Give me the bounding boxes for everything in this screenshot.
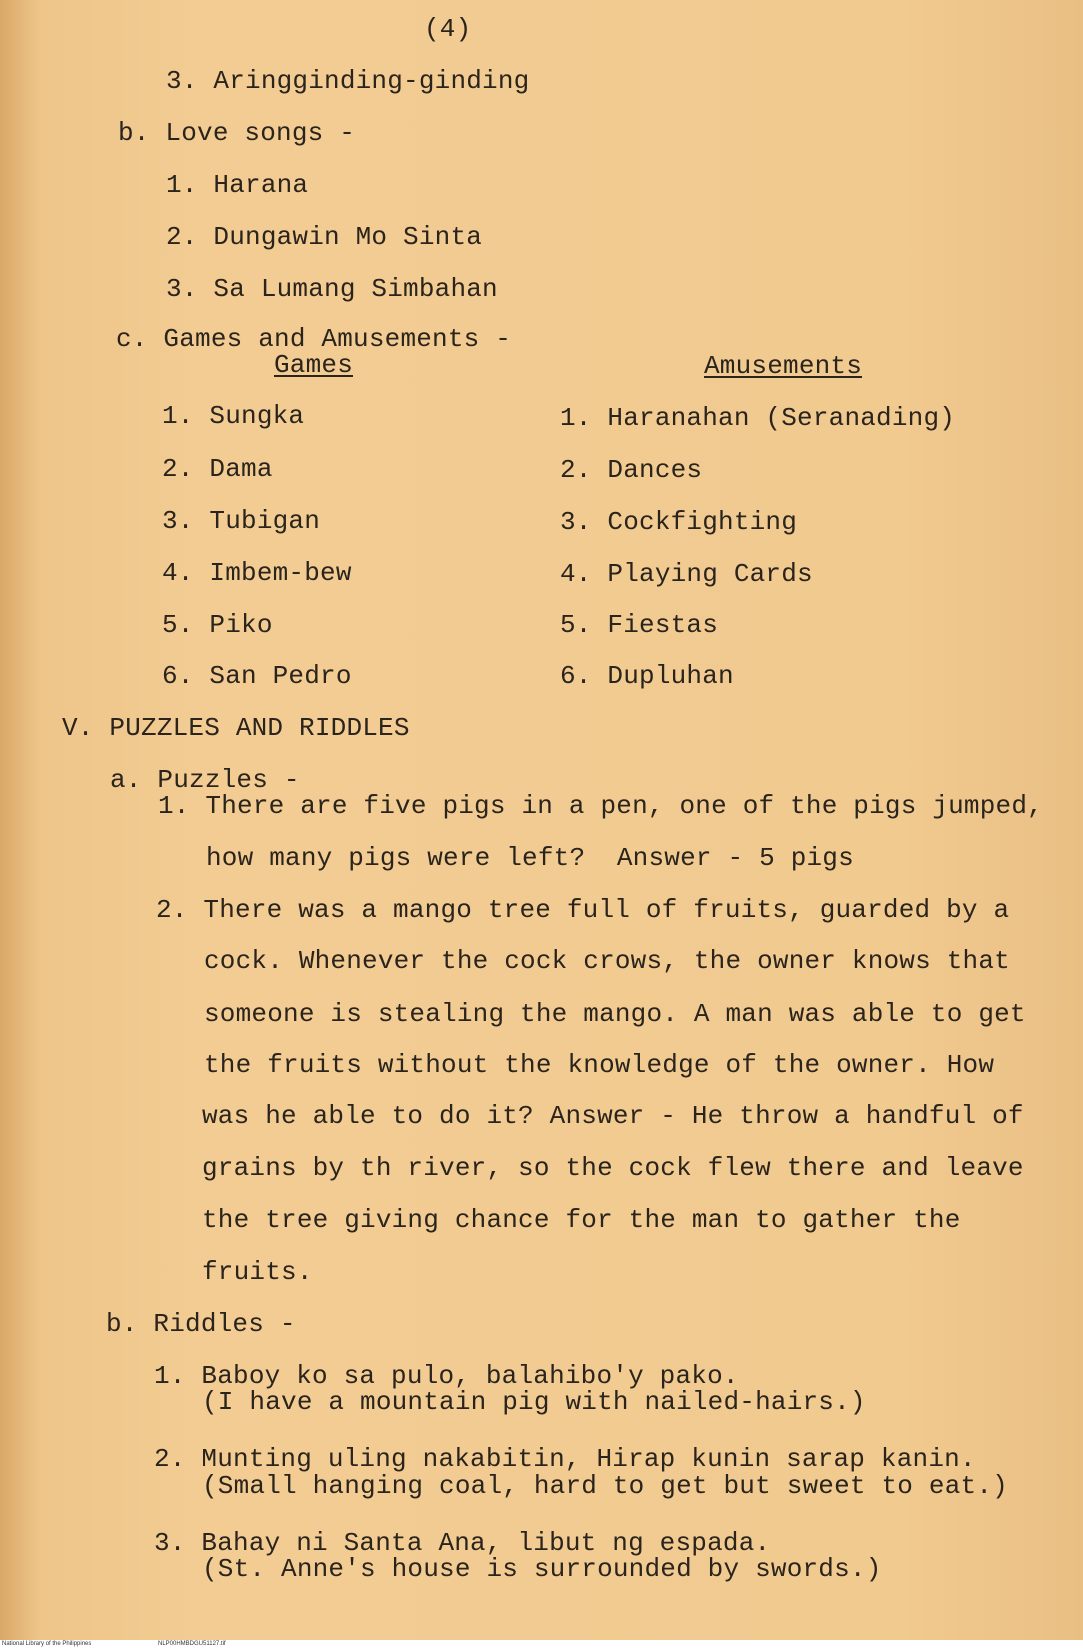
amusement-item: 5. Fiestas [560, 610, 719, 640]
section-v-heading: V. PUZZLES AND RIDDLES [62, 713, 410, 743]
game-item: 3. Tubigan [162, 506, 321, 536]
amusements-column-header: Amusements [704, 351, 863, 381]
game-item: 5. Piko [162, 610, 273, 640]
riddle-translation: (Small hanging coal, hard to get but sweet to eat.) [202, 1471, 1008, 1501]
puzzle-2-line: 2. There was a mango tree full of fruits, guarded by a [156, 895, 1010, 925]
puzzle-2-line: cock. Whenever the cock crows, the owner knows that [204, 946, 1010, 976]
riddle-translation: (I have a mountain pig with nailed-hairs.) [202, 1387, 866, 1417]
puzzle-2-line: the fruits without the knowledge of the owner. How [204, 1050, 995, 1080]
games-column-header: Games [274, 350, 354, 380]
puzzle-2-line: fruits. [202, 1257, 313, 1287]
riddle-translation: (St. Anne's house is surrounded by swords.) [202, 1554, 882, 1584]
puzzle-2-line: someone is stealing the mango. A man was able to get [204, 999, 1026, 1029]
amusement-item: 2. Dances [560, 455, 703, 485]
amusement-item: 6. Dupluhan [560, 661, 734, 691]
amusement-item: 4. Playing Cards [560, 559, 813, 589]
games-amusements-heading: c. Games and Amusements - [116, 324, 512, 354]
game-item: 4. Imbem-bew [162, 558, 352, 588]
game-item: 1. Sungka [162, 401, 305, 431]
love-song-item: 1. Harana [166, 170, 309, 200]
amusement-item: 3. Cockfighting [560, 507, 798, 537]
riddle-text: 1. Baboy ko sa pulo, balahibo'y pako. [154, 1361, 739, 1391]
puzzle-2-line: was he able to do it? Answer - He throw a handful of [202, 1101, 1024, 1131]
riddle-text: 3. Bahay ni Santa Ana, libut ng espada. [154, 1528, 771, 1558]
riddles-heading: b. Riddles - [106, 1309, 296, 1339]
amusement-item: 1. Haranahan (Seranading) [560, 403, 956, 433]
footer-filename: NLP00HMBDGU51127.tif [158, 1641, 226, 1647]
love-song-item: 3. Sa Lumang Simbahan [166, 274, 498, 304]
scan-footer [0, 1640, 1083, 1650]
footer-source: National Library of the Philippines [2, 1641, 92, 1647]
love-songs-heading: b. Love songs - [118, 118, 356, 148]
puzzle-2-line: the tree giving chance for the man to gather the [202, 1205, 961, 1235]
page-number: (4) [424, 14, 472, 44]
game-item: 6. San Pedro [162, 661, 352, 691]
puzzle-2-line: grains by th river, so the cock flew there and leave [202, 1153, 1024, 1183]
song-item-3: 3. Aringginding-ginding [166, 66, 530, 96]
game-item: 2. Dama [162, 454, 273, 484]
puzzle-1-line: how many pigs were left? Answer - 5 pigs [206, 843, 854, 873]
riddle-text: 2. Munting uling nakabitin, Hirap kunin sarap kanin. [154, 1444, 976, 1474]
love-song-item: 2. Dungawin Mo Sinta [166, 222, 483, 252]
puzzles-heading: a. Puzzles - [110, 765, 300, 795]
puzzle-1-line: 1. There are five pigs in a pen, one of the pigs jumped, [158, 791, 1043, 821]
